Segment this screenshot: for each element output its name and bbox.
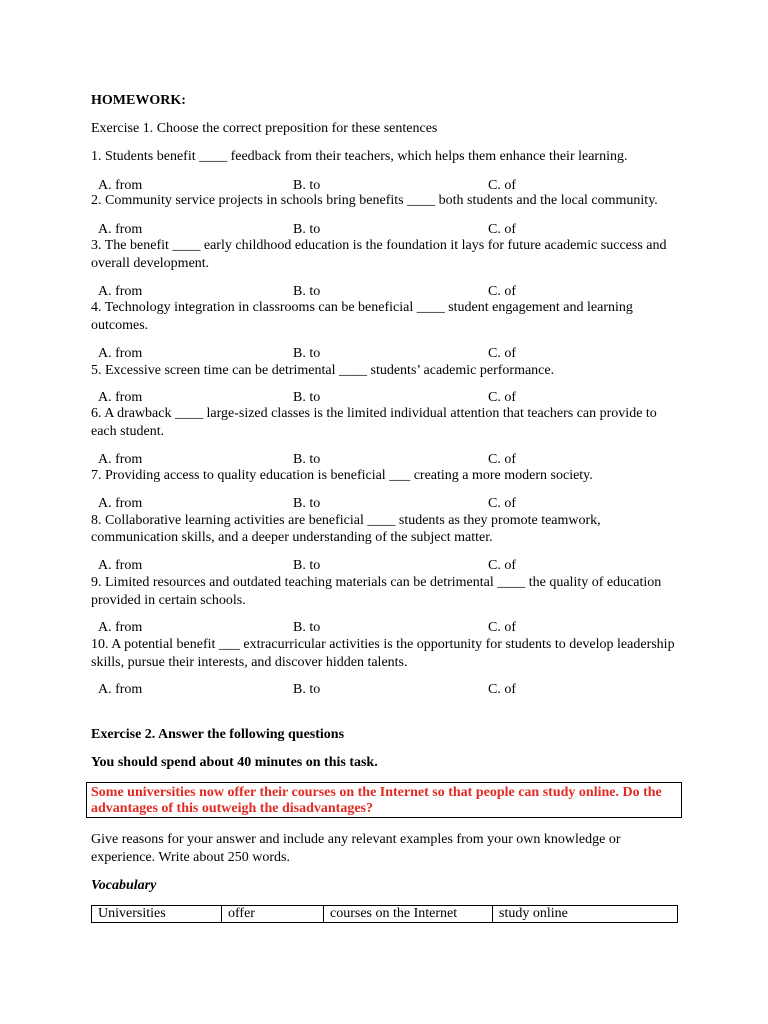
- question-4-option-b: B. to: [293, 346, 321, 361]
- question-9-option-c: C. of: [488, 620, 516, 635]
- question-7-option-c: C. of: [488, 496, 516, 511]
- question-5-option-a: A. from: [98, 390, 143, 405]
- question-3-option-c: C. of: [488, 284, 516, 299]
- question-4-text-cont: outcomes.: [91, 318, 149, 333]
- question-5-option-b: B. to: [293, 390, 321, 405]
- question-5-text: 5. Excessive screen time can be detrimental ____ students’ academic performance.: [91, 363, 555, 378]
- question-2-option-b: B. to: [293, 222, 321, 237]
- question-3-text: 3. The benefit ____ early childhood education is the foundation it lays for future academic success and: [91, 238, 667, 253]
- question-10-option-b: B. to: [293, 682, 321, 697]
- vocabulary-heading: Vocabulary: [91, 878, 157, 893]
- question-3-option-b: B. to: [293, 284, 321, 299]
- question-2-option-a: A. from: [98, 222, 143, 237]
- essay-prompt-line-2: advantages of this outweigh the disadvantages?: [91, 801, 373, 816]
- question-8-text: 8. Collaborative learning activities are beneficial ____ students as they promote teamwork,: [91, 513, 601, 528]
- vocabulary-table: [91, 905, 678, 923]
- question-8-option-c: C. of: [488, 558, 516, 573]
- question-1-option-b: B. to: [293, 178, 321, 193]
- question-8-text-cont: communication skills, and a deeper understanding of the subject matter.: [91, 530, 493, 545]
- question-7-text: 7. Providing access to quality education is beneficial ___ creating a more modern society.: [91, 468, 593, 483]
- question-3-text-cont: overall development.: [91, 256, 210, 271]
- vocab-cell-universities: Universities: [92, 906, 222, 923]
- question-9-option-b: B. to: [293, 620, 321, 635]
- question-2-text: 2. Community service projects in schools bring benefits ____ both students and the local community.: [91, 193, 658, 208]
- question-9-text: 9. Limited resources and outdated teaching materials can be detrimental ____ the quality of education: [91, 575, 662, 590]
- question-1-text: 1. Students benefit ____ feedback from their teachers, which helps them enhance their learning.: [91, 149, 628, 164]
- question-6-text: 6. A drawback ____ large-sized classes is the limited individual attention that teachers can provide to: [91, 406, 657, 421]
- question-5-option-c: C. of: [488, 390, 516, 405]
- vocabulary-row: [92, 906, 678, 923]
- question-10-text: 10. A potential benefit ___ extracurricular activities is the opportunity for students to develop leadership: [91, 637, 675, 652]
- question-6-option-a: A. from: [98, 452, 143, 467]
- time-note: You should spend about 40 minutes on this task.: [91, 755, 378, 770]
- question-7-option-a: A. from: [98, 496, 143, 511]
- question-9-text-cont: provided in certain schools.: [91, 593, 246, 608]
- essay-prompt-line-1: Some universities now offer their courses on the Internet so that people can study online. Do the: [91, 785, 662, 800]
- question-7-option-b: B. to: [293, 496, 321, 511]
- exercise2-heading: Exercise 2. Answer the following questions: [91, 727, 345, 742]
- question-10-option-a: A. from: [98, 682, 143, 697]
- exercise1-heading: Exercise 1. Choose the correct preposition for these sentences: [91, 121, 438, 136]
- question-6-option-b: B. to: [293, 452, 321, 467]
- question-4-option-a: A. from: [98, 346, 143, 361]
- question-1-option-c: C. of: [488, 178, 516, 193]
- question-4-option-c: C. of: [488, 346, 516, 361]
- vocab-cell-offer: offer: [222, 906, 324, 923]
- question-1-option-a: A. from: [98, 178, 143, 193]
- homework-title: HOMEWORK:: [91, 93, 186, 108]
- instructions-line-2: experience. Write about 250 words.: [91, 850, 291, 865]
- vocab-cell-study-online: study online: [493, 906, 678, 923]
- question-8-option-a: A. from: [98, 558, 143, 573]
- question-10-option-c: C. of: [488, 682, 516, 697]
- question-3-option-a: A. from: [98, 284, 143, 299]
- question-4-text: 4. Technology integration in classrooms can be beneficial ____ student engagement and learning: [91, 300, 633, 315]
- question-9-option-a: A. from: [98, 620, 143, 635]
- question-8-option-b: B. to: [293, 558, 321, 573]
- question-6-text-cont: each student.: [91, 424, 165, 439]
- vocab-cell-courses: courses on the Internet: [324, 906, 493, 923]
- question-2-option-c: C. of: [488, 222, 516, 237]
- question-10-text-cont: skills, pursue their interests, and discover hidden talents.: [91, 655, 408, 670]
- question-6-option-c: C. of: [488, 452, 516, 467]
- instructions-line-1: Give reasons for your answer and include any relevant examples from your own knowledge or: [91, 832, 621, 847]
